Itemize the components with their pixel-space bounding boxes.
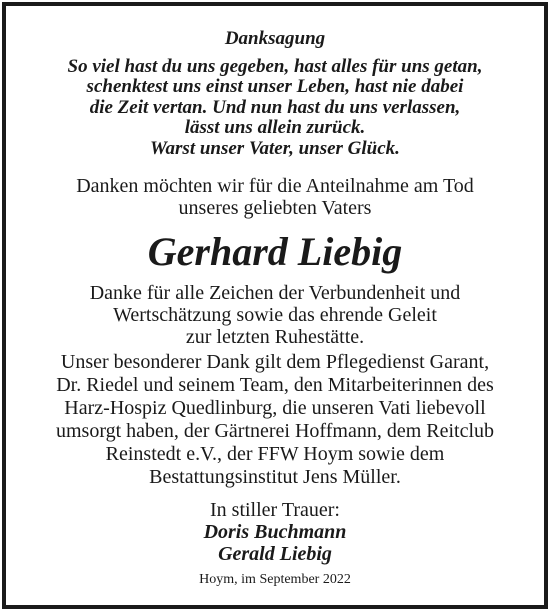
poem-line: schenktest uns einst unser Leben, hast nie dabei <box>86 76 464 98</box>
gratitude-paragraph <box>6 282 544 348</box>
deceased-name: Gerhard Liebig <box>147 229 403 274</box>
mourner-name: Doris Buchmann <box>203 521 347 543</box>
special-thanks-paragraph <box>6 351 544 489</box>
special-thanks-line: Bestattungsinstitut Jens Müller. <box>149 466 401 488</box>
gratitude-line: Wertschätzung sowie das ehrende Geleit <box>113 304 437 326</box>
poem <box>6 57 544 159</box>
thanks-paragraph <box>6 175 544 219</box>
poem-line: Warst unser Vater, unser Glück. <box>150 137 400 159</box>
special-thanks-line: Reinstedt e.V., der FFW Hoym sowie dem <box>105 443 445 465</box>
poem-line: So viel hast du uns gegeben, hast alles für uns getan, <box>67 56 483 77</box>
thanks-line: Danken möchten wir für die Anteilnahme am Tod <box>76 175 474 197</box>
mourning-intro: In stiller Trauer: <box>210 499 340 521</box>
special-thanks-line: umsorgt haben, der Gärtnerei Hoffmann, dem Reitclub <box>55 420 495 442</box>
thanks-line: unseres geliebten Vaters <box>178 197 372 219</box>
special-thanks-line: Harz-Hospiz Quedlinburg, die unseren Vati liebevoll <box>64 397 486 419</box>
notice-heading: Danksagung <box>224 28 326 49</box>
poem-line: lässt uns allein zurück. <box>184 117 366 139</box>
obituary-notice <box>6 6 544 605</box>
mourning-signature <box>6 499 544 565</box>
mourner-name: Gerald Liebig <box>218 543 332 565</box>
special-thanks-line: Dr. Riedel und seinem Team, den Mitarbeiterinnen des <box>56 374 494 396</box>
special-thanks-line: Unser besonderer Dank gilt dem Pflegedienst Garant, <box>60 351 490 373</box>
gratitude-line: Danke für alle Zeichen der Verbundenheit und <box>89 282 461 304</box>
gratitude-line: zur letzten Ruhestätte. <box>185 326 365 348</box>
poem-line: die Zeit vertan. Und nun hast du uns verlassen, <box>89 96 461 118</box>
place-and-date: Hoym, im September 2022 <box>199 572 351 587</box>
